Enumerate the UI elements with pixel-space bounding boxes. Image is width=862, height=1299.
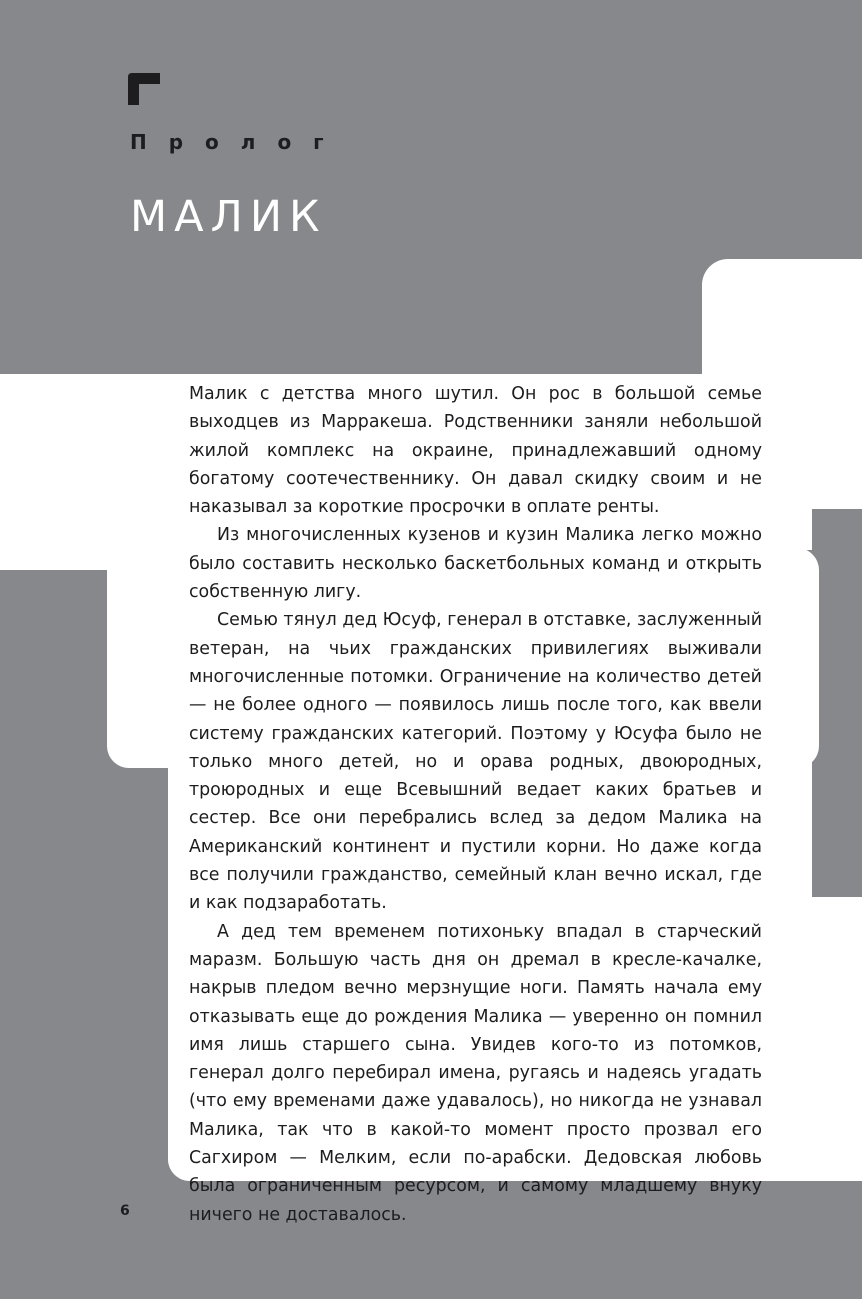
body-text [189, 380, 762, 1229]
section-label: Пролог [130, 130, 346, 154]
corner-bracket-icon [128, 73, 160, 105]
paragraph: Семью тянул дед Юсуф, генерал в отставке, заслуженный ветеран, на чьих гражданских привилегиях выживали многочисленные потомки. Ограничение на количество детей — не более одного — появилось лишь после того, как ввели систему гражданских категорий. Поэтому у Юсуфа было не только много детей, но и орава родных, двоюродных, троюродных и еще Всевышний ведает каких братьев и сестер. Все они перебрались вслед за дедом Малика на Американский континент и пустили корни. Но даже когда все получили гражданство, семейный клан вечно искал, где и как подзаработать. [189, 610, 762, 914]
paragraph: А дед тем временем потихоньку впадал в старческий маразм. Большую часть дня он дремал в кресле-качалке, накрыв пледом вечно мерзнущие ноги. Память начала ему отказывать еще до рождения Малика — уверенно он помнил имя лишь старшего сына. Увидев кого-то из потомков, генерал долго перебирал имена, ругаясь и надеясь угадать (что ему временами даже удавалось), но никогда не узнавал Малика, так что в какой-то момент просто прозвал его Сагхиром — Мелким, если по-арабски. Дедовская любовь была ограниченным ресурсом, и самому младшему внуку ничего не доставалось. [189, 921, 762, 1225]
panel-bottom-right-tab [780, 897, 862, 1181]
chapter-title: МАЛИК [130, 192, 327, 242]
paragraph: Из многочисленных кузенов и кузин Малика легко можно было составить несколько баскетбольных команд и открыть собственную лигу. [189, 525, 762, 603]
page-number: 6 [120, 1203, 130, 1219]
paragraph: Малик с детства много шутил. Он рос в большой семье выходцев из Марракеша. Родственники заняли небольшой жилой комплекс на окраине, принадлежавший одному богатому соотечественнику. Он давал скидку своим и не наказывал за короткие просрочки в оплате ренты. [189, 384, 762, 518]
